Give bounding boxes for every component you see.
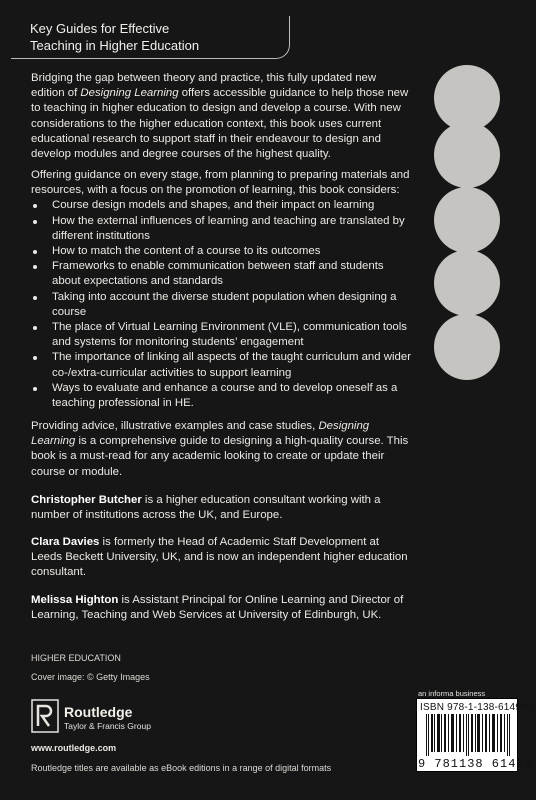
author-bio-text: is formerly the Head of Academic Staff Development at Leeds Beckett University, UK, and is now an independent higher education consultant. <box>31 536 408 579</box>
considerations-list <box>31 198 411 411</box>
list-item: Frameworks to enable communication between staff and students about expectations and standards <box>31 259 411 289</box>
decorative-circle-2 <box>434 122 500 188</box>
informa-tagline: an informa business <box>418 689 486 698</box>
considers-intro: Offering guidance on every stage, from planning to preparing materials and resources, with a focus on the promotion of learning, this book considers: <box>31 169 410 197</box>
author-bio-2 <box>31 535 411 581</box>
list-item: How the external influences of learning and teaching are translated by different institutions <box>31 214 411 244</box>
category-label: HIGHER EDUCATION <box>31 653 121 663</box>
publisher-name: Routledge <box>64 704 133 720</box>
considers-section <box>31 168 411 411</box>
barcode-icon <box>426 714 510 756</box>
list-item: The importance of linking all aspects of the taught curriculum and wider co-/extra-curricular activities to support learning <box>31 350 411 380</box>
series-title-line-2: Teaching in Higher Education <box>30 38 200 53</box>
isbn-label: ISBN 978-1-138-61490-1 <box>420 702 536 713</box>
cover-credit: Cover image: © Getty Images <box>31 672 150 682</box>
decorative-circle-5 <box>434 314 500 380</box>
publisher-url: www.routledge.com <box>31 743 117 753</box>
author-name: Melissa Highton <box>31 594 119 606</box>
summary-text-2: is a comprehensive guide to designing a high-quality course. This book is a must-read for any academic looking to create or update their course or module. <box>31 435 409 478</box>
list-item: Ways to evaluate and enhance a course and to develop oneself as a teaching professional in HE. <box>31 381 411 411</box>
list-item: The place of Virtual Learning Environment (VLE), communication tools and systems for monitoring students’ engagement <box>31 320 411 350</box>
author-bio-text: is Assistant Principal for Online Learning and Director of Learning, Teaching and Web Services at University of Edinburgh, UK. <box>31 594 404 622</box>
author-bio-1 <box>31 493 411 523</box>
publisher-group: Taylor & Francis Group <box>64 721 151 731</box>
routledge-logo-icon <box>31 699 59 733</box>
list-item: Taking into account the diverse student population when designing a course <box>31 290 411 320</box>
list-item: Course design models and shapes, and their impact on learning <box>31 198 411 213</box>
series-title-line-1: Key Guides for Effective <box>30 21 170 36</box>
summary-book-title: Designing Learning <box>31 420 370 448</box>
ebook-note: Routledge titles are available as eBook editions in a range of digital formats <box>31 763 332 773</box>
intro-text-2: offers accessible guidance to help those new to teaching in higher education to design and develop a course. With new considerations to the higher education context, this book uses current educational research to support staff in their endeavour to design and develop modules and degree courses of the highest quality. <box>31 87 409 161</box>
author-name: Christopher Butcher <box>31 494 142 506</box>
author-bio-text: is a higher education consultant working with a number of institutions across the UK, and Europe. <box>31 494 381 522</box>
intro-paragraph <box>31 71 411 162</box>
author-name: Clara Davies <box>31 536 100 548</box>
intro-book-title: Designing Learning <box>80 87 179 100</box>
decorative-circle-4 <box>434 250 500 316</box>
author-bio-3 <box>31 593 411 623</box>
barcode-digits: 9 781138 61490 <box>418 757 533 771</box>
list-item: How to match the content of a course to its outcomes <box>31 244 411 259</box>
summary-paragraph <box>31 419 411 480</box>
intro-text-1: Bridging the gap between theory and practice, this fully updated new edition of <box>31 72 377 100</box>
decorative-circle-3 <box>434 187 500 253</box>
summary-text-1: Providing advice, illustrative examples and case studies, <box>31 420 319 432</box>
